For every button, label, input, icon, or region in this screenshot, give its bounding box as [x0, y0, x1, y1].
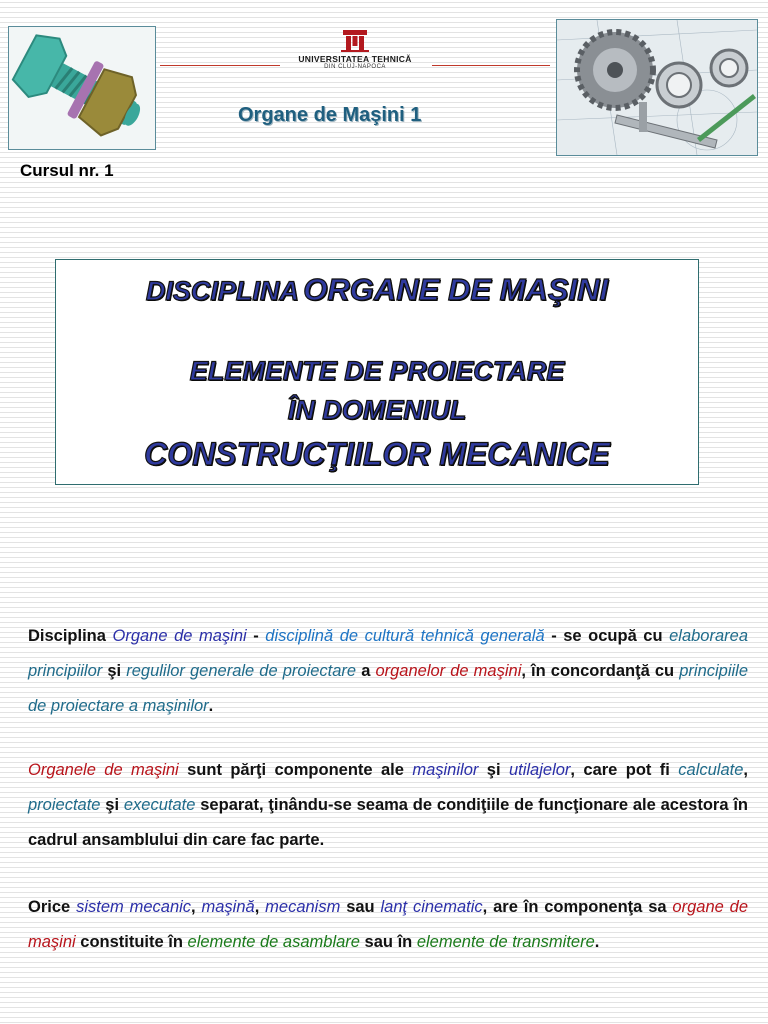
course-title: Organe de Maşini 1	[238, 104, 422, 126]
title-discipline-name: ORGANE DE MAŞINI	[303, 272, 609, 307]
title-line-1	[56, 272, 698, 308]
text-segment: regulilor generale de proiectare	[126, 662, 357, 680]
title-box	[55, 259, 699, 485]
header-divider-right	[432, 65, 550, 66]
text-segment: calculate	[678, 761, 744, 779]
text-segment: .	[594, 933, 600, 951]
text-segment: Organe de maşini	[112, 627, 247, 645]
gears-caliper-image	[556, 19, 758, 156]
title-line-2: ELEMENTE DE PROIECTARE	[189, 356, 565, 386]
bolt-nut-image	[8, 26, 156, 150]
title-line-3: ÎN DOMENIUL	[287, 395, 467, 425]
text-segment: principiile de proiectare a maşinilor	[28, 662, 749, 715]
text-segment: -	[246, 627, 266, 645]
text-segment: ,	[254, 898, 266, 916]
paragraph-machine-parts	[28, 753, 748, 858]
text-segment: , care pot fi	[570, 761, 679, 779]
text-segment: separat, ţinându-se seama de condiţiile de funcţionare ale acestora în cadrul ansamblului din care fac parte.	[28, 796, 748, 849]
paragraph-definition	[28, 619, 748, 724]
text-segment: utilajelor	[508, 761, 571, 779]
text-segment: sau în	[359, 933, 417, 951]
text-segment: disciplină de cultură tehnică generală	[265, 627, 545, 645]
text-segment: executate	[123, 796, 196, 814]
university-city: DIN CLUJ-NAPOCA	[324, 64, 386, 70]
university-name: UNIVERSITATEA TEHNICĂ	[298, 54, 412, 64]
text-segment: elemente de transmitere	[416, 933, 595, 951]
university-emblem-icon	[341, 30, 369, 52]
text-segment: maşină	[201, 898, 255, 916]
text-segment: maşinilor	[412, 761, 479, 779]
text-segment: ,	[191, 898, 202, 916]
text-segment: şi	[102, 662, 127, 680]
text-segment: şi	[478, 761, 509, 779]
text-segment: sau	[340, 898, 381, 916]
text-segment: , are în componenţa sa	[482, 898, 673, 916]
text-segment: şi	[100, 796, 124, 814]
text-segment: mecanism	[265, 898, 341, 916]
header-divider-left	[160, 65, 280, 66]
text-segment: , în concordanţă cu	[521, 662, 680, 680]
text-segment: sistem mecanic	[76, 898, 192, 916]
text-segment: - se ocupă cu	[544, 627, 670, 645]
text-segment: elaborarea principiilor	[28, 627, 748, 680]
title-line-4: CONSTRUCŢIILOR MECANICE	[144, 436, 610, 472]
text-segment: Organele de maşini	[28, 761, 179, 779]
text-segment: .	[208, 697, 214, 715]
text-segment: Disciplina	[28, 627, 113, 645]
text-segment: constituite în	[75, 933, 188, 951]
text-segment: organelor de maşini	[375, 662, 522, 680]
text-segment: lanţ cinematic	[380, 898, 483, 916]
university-logo	[280, 30, 430, 70]
text-segment: elemente de asamblare	[187, 933, 360, 951]
text-segment: a	[356, 662, 376, 680]
course-number: Cursul nr. 1	[20, 161, 114, 180]
text-segment: organe de maşini	[28, 898, 749, 951]
text-segment: sunt părţi componente ale	[178, 761, 413, 779]
text-segment: Orice	[28, 898, 77, 916]
paragraph-systems	[28, 890, 748, 960]
text-segment: ,	[743, 761, 748, 779]
title-discipline-label: DISCIPLINA	[145, 276, 299, 306]
text-segment: proiectate	[28, 796, 101, 814]
